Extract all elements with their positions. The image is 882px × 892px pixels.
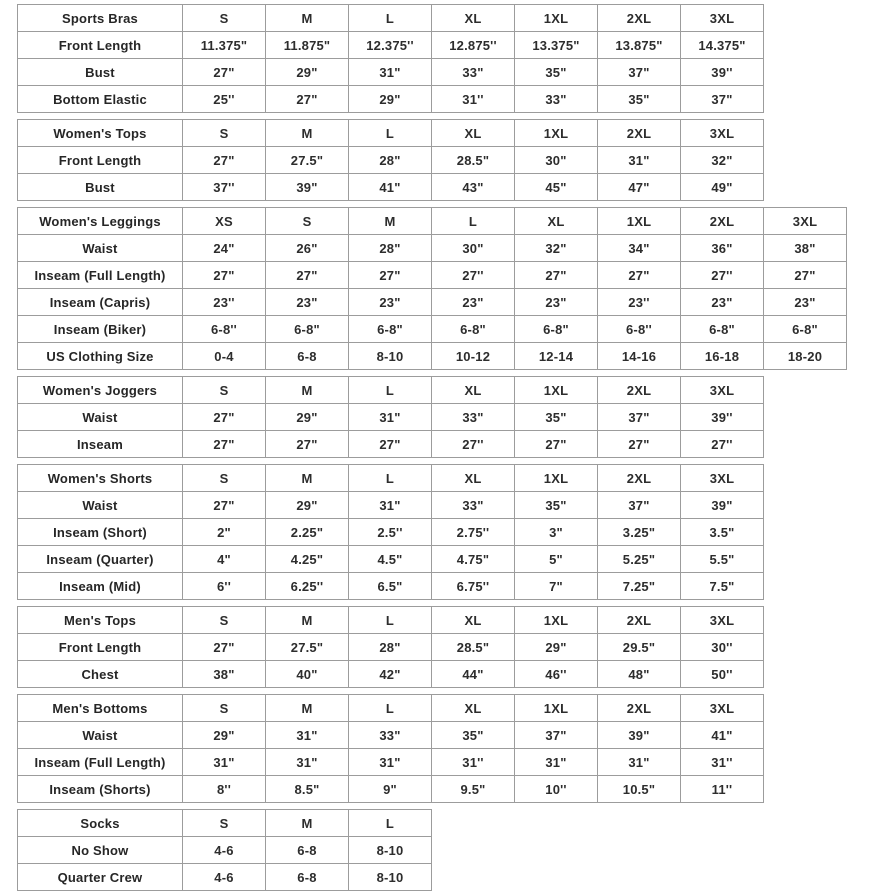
size-value: 4" — [183, 546, 266, 573]
size-value: 27" — [183, 262, 266, 289]
size-value: 35" — [515, 59, 598, 86]
size-value: 33" — [432, 59, 515, 86]
size-value: 11.875" — [266, 32, 349, 59]
size-value: 39" — [266, 174, 349, 201]
size-column-header: L — [349, 377, 432, 404]
size-value: 12-14 — [515, 343, 598, 370]
size-value: 45" — [515, 174, 598, 201]
size-value: 4.5" — [349, 546, 432, 573]
size-value: 27'' — [681, 262, 764, 289]
size-value: 31" — [266, 722, 349, 749]
size-value: 34" — [598, 235, 681, 262]
size-value: 8-10 — [349, 864, 432, 891]
size-value: 6.75'' — [432, 573, 515, 600]
size-value: 31" — [183, 749, 266, 776]
size-value: 42" — [349, 661, 432, 688]
size-value: 35" — [515, 492, 598, 519]
size-value: 27" — [183, 404, 266, 431]
size-value: 2.25" — [266, 519, 349, 546]
size-value: 29" — [515, 634, 598, 661]
size-value: 2.75'' — [432, 519, 515, 546]
size-column-header: S — [183, 377, 266, 404]
size-value: 41" — [349, 174, 432, 201]
size-value: 33" — [349, 722, 432, 749]
section-title-cell: Women's Shorts — [18, 465, 183, 492]
size-value: 27" — [598, 431, 681, 458]
measurement-label: Inseam (Full Length) — [18, 262, 183, 289]
size-value: 27" — [266, 86, 349, 113]
size-value: 6-8'' — [183, 316, 266, 343]
size-value: 11'' — [681, 776, 764, 803]
size-value: 31" — [349, 59, 432, 86]
section-title-cell: Women's Joggers — [18, 377, 183, 404]
size-column-header: 3XL — [681, 5, 764, 32]
section-title-cell: Men's Tops — [18, 607, 183, 634]
size-value: 50'' — [681, 661, 764, 688]
measurement-label: Waist — [18, 235, 183, 262]
size-column-header: 1XL — [515, 120, 598, 147]
size-value: 23'' — [183, 289, 266, 316]
size-column-header: XL — [432, 377, 515, 404]
size-value: 40" — [266, 661, 349, 688]
size-column-header: 3XL — [681, 695, 764, 722]
size-column-header: L — [349, 5, 432, 32]
size-column-header: M — [349, 208, 432, 235]
header-row — [18, 377, 764, 404]
size-value: 35" — [598, 86, 681, 113]
size-column-header: 2XL — [598, 120, 681, 147]
size-column-header: M — [266, 377, 349, 404]
measurement-label: Inseam (Full Length) — [18, 749, 183, 776]
size-value: 31'' — [432, 749, 515, 776]
table-row — [18, 573, 764, 600]
size-table-womens-leggings — [17, 207, 847, 370]
size-table-womens-shorts — [17, 464, 764, 600]
table-row — [18, 837, 432, 864]
size-value: 37" — [515, 722, 598, 749]
measurement-label: Inseam — [18, 431, 183, 458]
size-column-header: M — [266, 5, 349, 32]
size-column-header: 3XL — [681, 607, 764, 634]
size-value: 13.375" — [515, 32, 598, 59]
size-value: 5.5" — [681, 546, 764, 573]
size-column-header: 2XL — [598, 5, 681, 32]
size-column-header: L — [349, 120, 432, 147]
size-value: 27" — [183, 147, 266, 174]
size-value: 5.25" — [598, 546, 681, 573]
measurement-label: Waist — [18, 404, 183, 431]
size-table-womens-tops — [17, 119, 764, 201]
size-value: 8-10 — [349, 837, 432, 864]
table-row — [18, 546, 764, 573]
size-column-header: 3XL — [764, 208, 847, 235]
size-value: 3" — [515, 519, 598, 546]
size-value: 39'' — [681, 404, 764, 431]
size-value: 31" — [349, 749, 432, 776]
size-value: 6-8" — [349, 316, 432, 343]
size-column-header: 1XL — [515, 377, 598, 404]
size-value: 31" — [598, 147, 681, 174]
size-value: 6-8" — [515, 316, 598, 343]
size-value: 7" — [515, 573, 598, 600]
size-value: 33" — [432, 404, 515, 431]
size-column-header: S — [183, 810, 266, 837]
table-row — [18, 86, 764, 113]
size-value: 43" — [432, 174, 515, 201]
header-row — [18, 465, 764, 492]
measurement-label: Inseam (Quarter) — [18, 546, 183, 573]
measurement-label: Front Length — [18, 32, 183, 59]
size-column-header: 2XL — [598, 695, 681, 722]
size-value: 13.875" — [598, 32, 681, 59]
table-row — [18, 316, 847, 343]
size-value: 24" — [183, 235, 266, 262]
size-value: 28" — [349, 634, 432, 661]
size-value: 14-16 — [598, 343, 681, 370]
size-value: 37" — [598, 492, 681, 519]
size-column-header: S — [183, 120, 266, 147]
size-value: 27.5" — [266, 147, 349, 174]
table-row — [18, 262, 847, 289]
size-value: 27" — [183, 492, 266, 519]
table-row — [18, 147, 764, 174]
size-value: 28.5" — [432, 147, 515, 174]
size-value: 37" — [598, 404, 681, 431]
measurement-label: Bust — [18, 59, 183, 86]
size-column-header: XL — [432, 607, 515, 634]
size-value: 14.375" — [681, 32, 764, 59]
table-row — [18, 519, 764, 546]
table-row — [18, 343, 847, 370]
size-value: 18-20 — [764, 343, 847, 370]
size-value: 32" — [515, 235, 598, 262]
table-row — [18, 404, 764, 431]
size-value: 11.375" — [183, 32, 266, 59]
size-value: 30'' — [681, 634, 764, 661]
size-column-header: S — [183, 695, 266, 722]
measurement-label: Waist — [18, 722, 183, 749]
header-row — [18, 5, 764, 32]
size-value: 23" — [349, 289, 432, 316]
size-value: 31'' — [681, 749, 764, 776]
size-value: 30" — [432, 235, 515, 262]
size-column-header: M — [266, 810, 349, 837]
size-column-header: XL — [515, 208, 598, 235]
size-value: 27" — [515, 431, 598, 458]
size-column-header: M — [266, 695, 349, 722]
size-column-header: 3XL — [681, 377, 764, 404]
size-value: 29" — [349, 86, 432, 113]
size-value: 3.25" — [598, 519, 681, 546]
size-value: 29" — [183, 722, 266, 749]
table-row — [18, 59, 764, 86]
size-value: 7.5" — [681, 573, 764, 600]
size-table-mens-bottoms — [17, 694, 764, 803]
table-row — [18, 32, 764, 59]
size-column-header: 3XL — [681, 120, 764, 147]
table-row — [18, 722, 764, 749]
size-value: 27" — [183, 59, 266, 86]
size-value: 27" — [266, 431, 349, 458]
size-value: 35" — [515, 404, 598, 431]
size-value: 49" — [681, 174, 764, 201]
header-row — [18, 208, 847, 235]
size-value: 6-8" — [432, 316, 515, 343]
table-row — [18, 749, 764, 776]
table-row — [18, 431, 764, 458]
size-value: 23" — [515, 289, 598, 316]
section-title-cell: Sports Bras — [18, 5, 183, 32]
measurement-label: Inseam (Mid) — [18, 573, 183, 600]
size-value: 6-8" — [764, 316, 847, 343]
size-column-header: XL — [432, 465, 515, 492]
size-value: 27" — [764, 262, 847, 289]
size-value: 4-6 — [183, 864, 266, 891]
size-value: 32" — [681, 147, 764, 174]
size-value: 0-4 — [183, 343, 266, 370]
size-value: 2.5'' — [349, 519, 432, 546]
size-column-header: L — [432, 208, 515, 235]
size-value: 4.75" — [432, 546, 515, 573]
size-value: 6-8'' — [598, 316, 681, 343]
size-value: 33" — [432, 492, 515, 519]
size-value: 2" — [183, 519, 266, 546]
size-value: 28" — [349, 147, 432, 174]
table-row — [18, 174, 764, 201]
table-row — [18, 661, 764, 688]
table-row — [18, 864, 432, 891]
measurement-label: Quarter Crew — [18, 864, 183, 891]
table-row — [18, 289, 847, 316]
measurement-label: US Clothing Size — [18, 343, 183, 370]
size-value: 41" — [681, 722, 764, 749]
section-title-cell: Men's Bottoms — [18, 695, 183, 722]
size-column-header: L — [349, 465, 432, 492]
measurement-label: Inseam (Short) — [18, 519, 183, 546]
section-title-cell: Socks — [18, 810, 183, 837]
size-value: 29" — [266, 492, 349, 519]
size-value: 31'' — [432, 86, 515, 113]
size-value: 30" — [515, 147, 598, 174]
size-column-header: 2XL — [598, 607, 681, 634]
size-value: 27.5" — [266, 634, 349, 661]
size-value: 6-8 — [266, 343, 349, 370]
size-column-header: 1XL — [515, 607, 598, 634]
table-row — [18, 492, 764, 519]
size-value: 23'' — [598, 289, 681, 316]
size-column-header: S — [183, 5, 266, 32]
size-value: 48" — [598, 661, 681, 688]
size-value: 31" — [349, 404, 432, 431]
size-column-header: 1XL — [515, 465, 598, 492]
size-value: 39" — [598, 722, 681, 749]
measurement-label: Front Length — [18, 634, 183, 661]
measurement-label: Inseam (Capris) — [18, 289, 183, 316]
measurement-label: Bottom Elastic — [18, 86, 183, 113]
size-value: 36" — [681, 235, 764, 262]
size-value: 10'' — [515, 776, 598, 803]
size-column-header: XL — [432, 695, 515, 722]
table-row — [18, 235, 847, 262]
size-value: 3.5" — [681, 519, 764, 546]
size-column-header: 1XL — [515, 695, 598, 722]
size-value: 27" — [183, 634, 266, 661]
size-value: 12.875'' — [432, 32, 515, 59]
size-value: 46'' — [515, 661, 598, 688]
size-value: 39'' — [681, 59, 764, 86]
size-value: 31" — [515, 749, 598, 776]
size-column-header: XL — [432, 120, 515, 147]
size-column-header: 1XL — [515, 5, 598, 32]
size-value: 27'' — [681, 431, 764, 458]
size-value: 33" — [515, 86, 598, 113]
size-value: 38" — [183, 661, 266, 688]
size-value: 7.25" — [598, 573, 681, 600]
size-column-header: S — [266, 208, 349, 235]
measurement-label: Front Length — [18, 147, 183, 174]
header-row — [18, 607, 764, 634]
size-value: 29.5" — [598, 634, 681, 661]
size-column-header: XL — [432, 5, 515, 32]
size-value: 16-18 — [681, 343, 764, 370]
size-column-header: 2XL — [598, 377, 681, 404]
size-column-header: S — [183, 465, 266, 492]
size-value: 27" — [349, 262, 432, 289]
size-value: 35" — [432, 722, 515, 749]
size-value: 37" — [681, 86, 764, 113]
measurement-label: Chest — [18, 661, 183, 688]
table-row — [18, 776, 764, 803]
size-table-sports-bras — [17, 4, 764, 113]
size-value: 10.5" — [598, 776, 681, 803]
size-column-header: M — [266, 607, 349, 634]
size-value: 23" — [266, 289, 349, 316]
size-value: 27" — [349, 431, 432, 458]
size-value: 25'' — [183, 86, 266, 113]
measurement-label: Bust — [18, 174, 183, 201]
size-value: 6-8 — [266, 837, 349, 864]
size-value: 27" — [515, 262, 598, 289]
size-column-header: L — [349, 607, 432, 634]
header-row — [18, 810, 432, 837]
measurement-label: No Show — [18, 837, 183, 864]
size-value: 8-10 — [349, 343, 432, 370]
measurement-label: Inseam (Shorts) — [18, 776, 183, 803]
header-row — [18, 120, 764, 147]
size-value: 9" — [349, 776, 432, 803]
size-value: 31" — [266, 749, 349, 776]
size-table-mens-tops — [17, 606, 764, 688]
size-value: 27'' — [432, 431, 515, 458]
size-value: 10-12 — [432, 343, 515, 370]
size-value: 26" — [266, 235, 349, 262]
size-column-header: L — [349, 695, 432, 722]
size-value: 9.5" — [432, 776, 515, 803]
size-value: 29" — [266, 59, 349, 86]
size-column-header: 3XL — [681, 465, 764, 492]
size-value: 6-8 — [266, 864, 349, 891]
size-column-header: M — [266, 465, 349, 492]
size-value: 6-8" — [266, 316, 349, 343]
size-value: 28" — [349, 235, 432, 262]
size-column-header: 1XL — [598, 208, 681, 235]
size-value: 5" — [515, 546, 598, 573]
size-column-header: L — [349, 810, 432, 837]
size-value: 31" — [598, 749, 681, 776]
size-value: 28.5" — [432, 634, 515, 661]
size-column-header: 2XL — [681, 208, 764, 235]
size-value: 29" — [266, 404, 349, 431]
size-column-header: 2XL — [598, 465, 681, 492]
size-value: 23" — [432, 289, 515, 316]
size-value: 6-8" — [681, 316, 764, 343]
size-value: 31" — [349, 492, 432, 519]
size-column-header: S — [183, 607, 266, 634]
size-table-socks — [17, 809, 432, 891]
header-row — [18, 695, 764, 722]
section-title-cell: Women's Tops — [18, 120, 183, 147]
size-value: 12.375'' — [349, 32, 432, 59]
size-value: 23" — [764, 289, 847, 316]
size-value: 37" — [598, 59, 681, 86]
size-value: 37'' — [183, 174, 266, 201]
size-value: 4-6 — [183, 837, 266, 864]
size-value: 39" — [681, 492, 764, 519]
size-column-header: M — [266, 120, 349, 147]
size-value: 38" — [764, 235, 847, 262]
size-value: 27" — [266, 262, 349, 289]
size-value: 6.25'' — [266, 573, 349, 600]
size-value: 27" — [598, 262, 681, 289]
size-value: 8'' — [183, 776, 266, 803]
size-value: 6'' — [183, 573, 266, 600]
size-value: 23" — [681, 289, 764, 316]
size-value: 27'' — [432, 262, 515, 289]
size-value: 6.5" — [349, 573, 432, 600]
size-value: 27" — [183, 431, 266, 458]
size-column-header: XS — [183, 208, 266, 235]
size-table-womens-joggers — [17, 376, 764, 458]
section-title-cell: Women's Leggings — [18, 208, 183, 235]
table-row — [18, 634, 764, 661]
size-value: 44" — [432, 661, 515, 688]
measurement-label: Waist — [18, 492, 183, 519]
size-value: 4.25" — [266, 546, 349, 573]
measurement-label: Inseam (Biker) — [18, 316, 183, 343]
size-value: 8.5" — [266, 776, 349, 803]
size-value: 47" — [598, 174, 681, 201]
